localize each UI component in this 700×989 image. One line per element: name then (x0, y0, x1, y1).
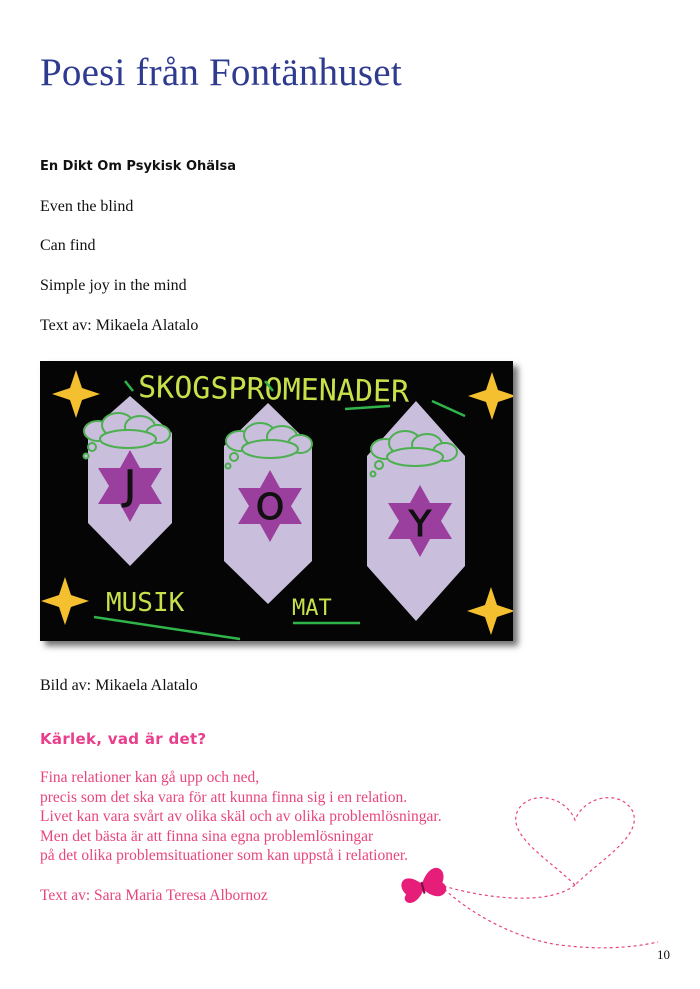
love-line: precis som det ska vara för att kunna finna sig i en relation. (40, 788, 408, 806)
sparkle-icon (467, 587, 513, 635)
poem-line: Can find (40, 237, 96, 254)
drawing-bottom-left-text: MUSIK (106, 588, 185, 618)
sparkle-icon (52, 370, 100, 418)
love-credit: Text av: Sara Maria Teresa Albornoz (40, 887, 268, 904)
drawing-letter: Y (409, 504, 431, 545)
poem-credit: Text av: Mikaela Alatalo (40, 317, 199, 334)
love-line: Fina relationer kan gå upp och ned, (40, 769, 260, 786)
page-title: Poesi från Fontänhuset (40, 51, 402, 94)
drawing-caption: Bild av: Mikaela Alatalo (40, 677, 198, 694)
heart-icon (516, 798, 635, 885)
drawing-letter: O (255, 487, 285, 528)
poem-line: Simple joy in the mind (40, 277, 187, 294)
love-line: Men det bästa är att finna sina egna problemlösningar (40, 827, 374, 845)
sparkle-icon (468, 372, 513, 420)
drawing-bottom-right-text: MAT (292, 596, 332, 621)
joy-drawing (40, 361, 513, 641)
drawing-top-text: SKOGSPROMENADER (137, 370, 410, 410)
love-heading: Kärlek, vad är det? (40, 730, 207, 748)
heart-butterfly-decoration (400, 780, 700, 960)
poem-line: Even the blind (40, 198, 134, 215)
love-line: Livet kan vara svårt av olika skäl och av olika problemlösningar. (40, 808, 442, 825)
butterfly-icon (400, 866, 449, 905)
dotted-trail (440, 885, 658, 948)
poem-heading: En Dikt Om Psykisk Ohälsa (40, 159, 236, 174)
drawing-letter: J (124, 463, 136, 509)
sparkle-icon (41, 577, 89, 625)
love-line: på det olika problemsituationer som kan uppstå i relationer. (40, 847, 409, 864)
page-number: 10 (657, 947, 670, 962)
drawing-canvas (40, 361, 513, 641)
love-poem (40, 768, 442, 866)
